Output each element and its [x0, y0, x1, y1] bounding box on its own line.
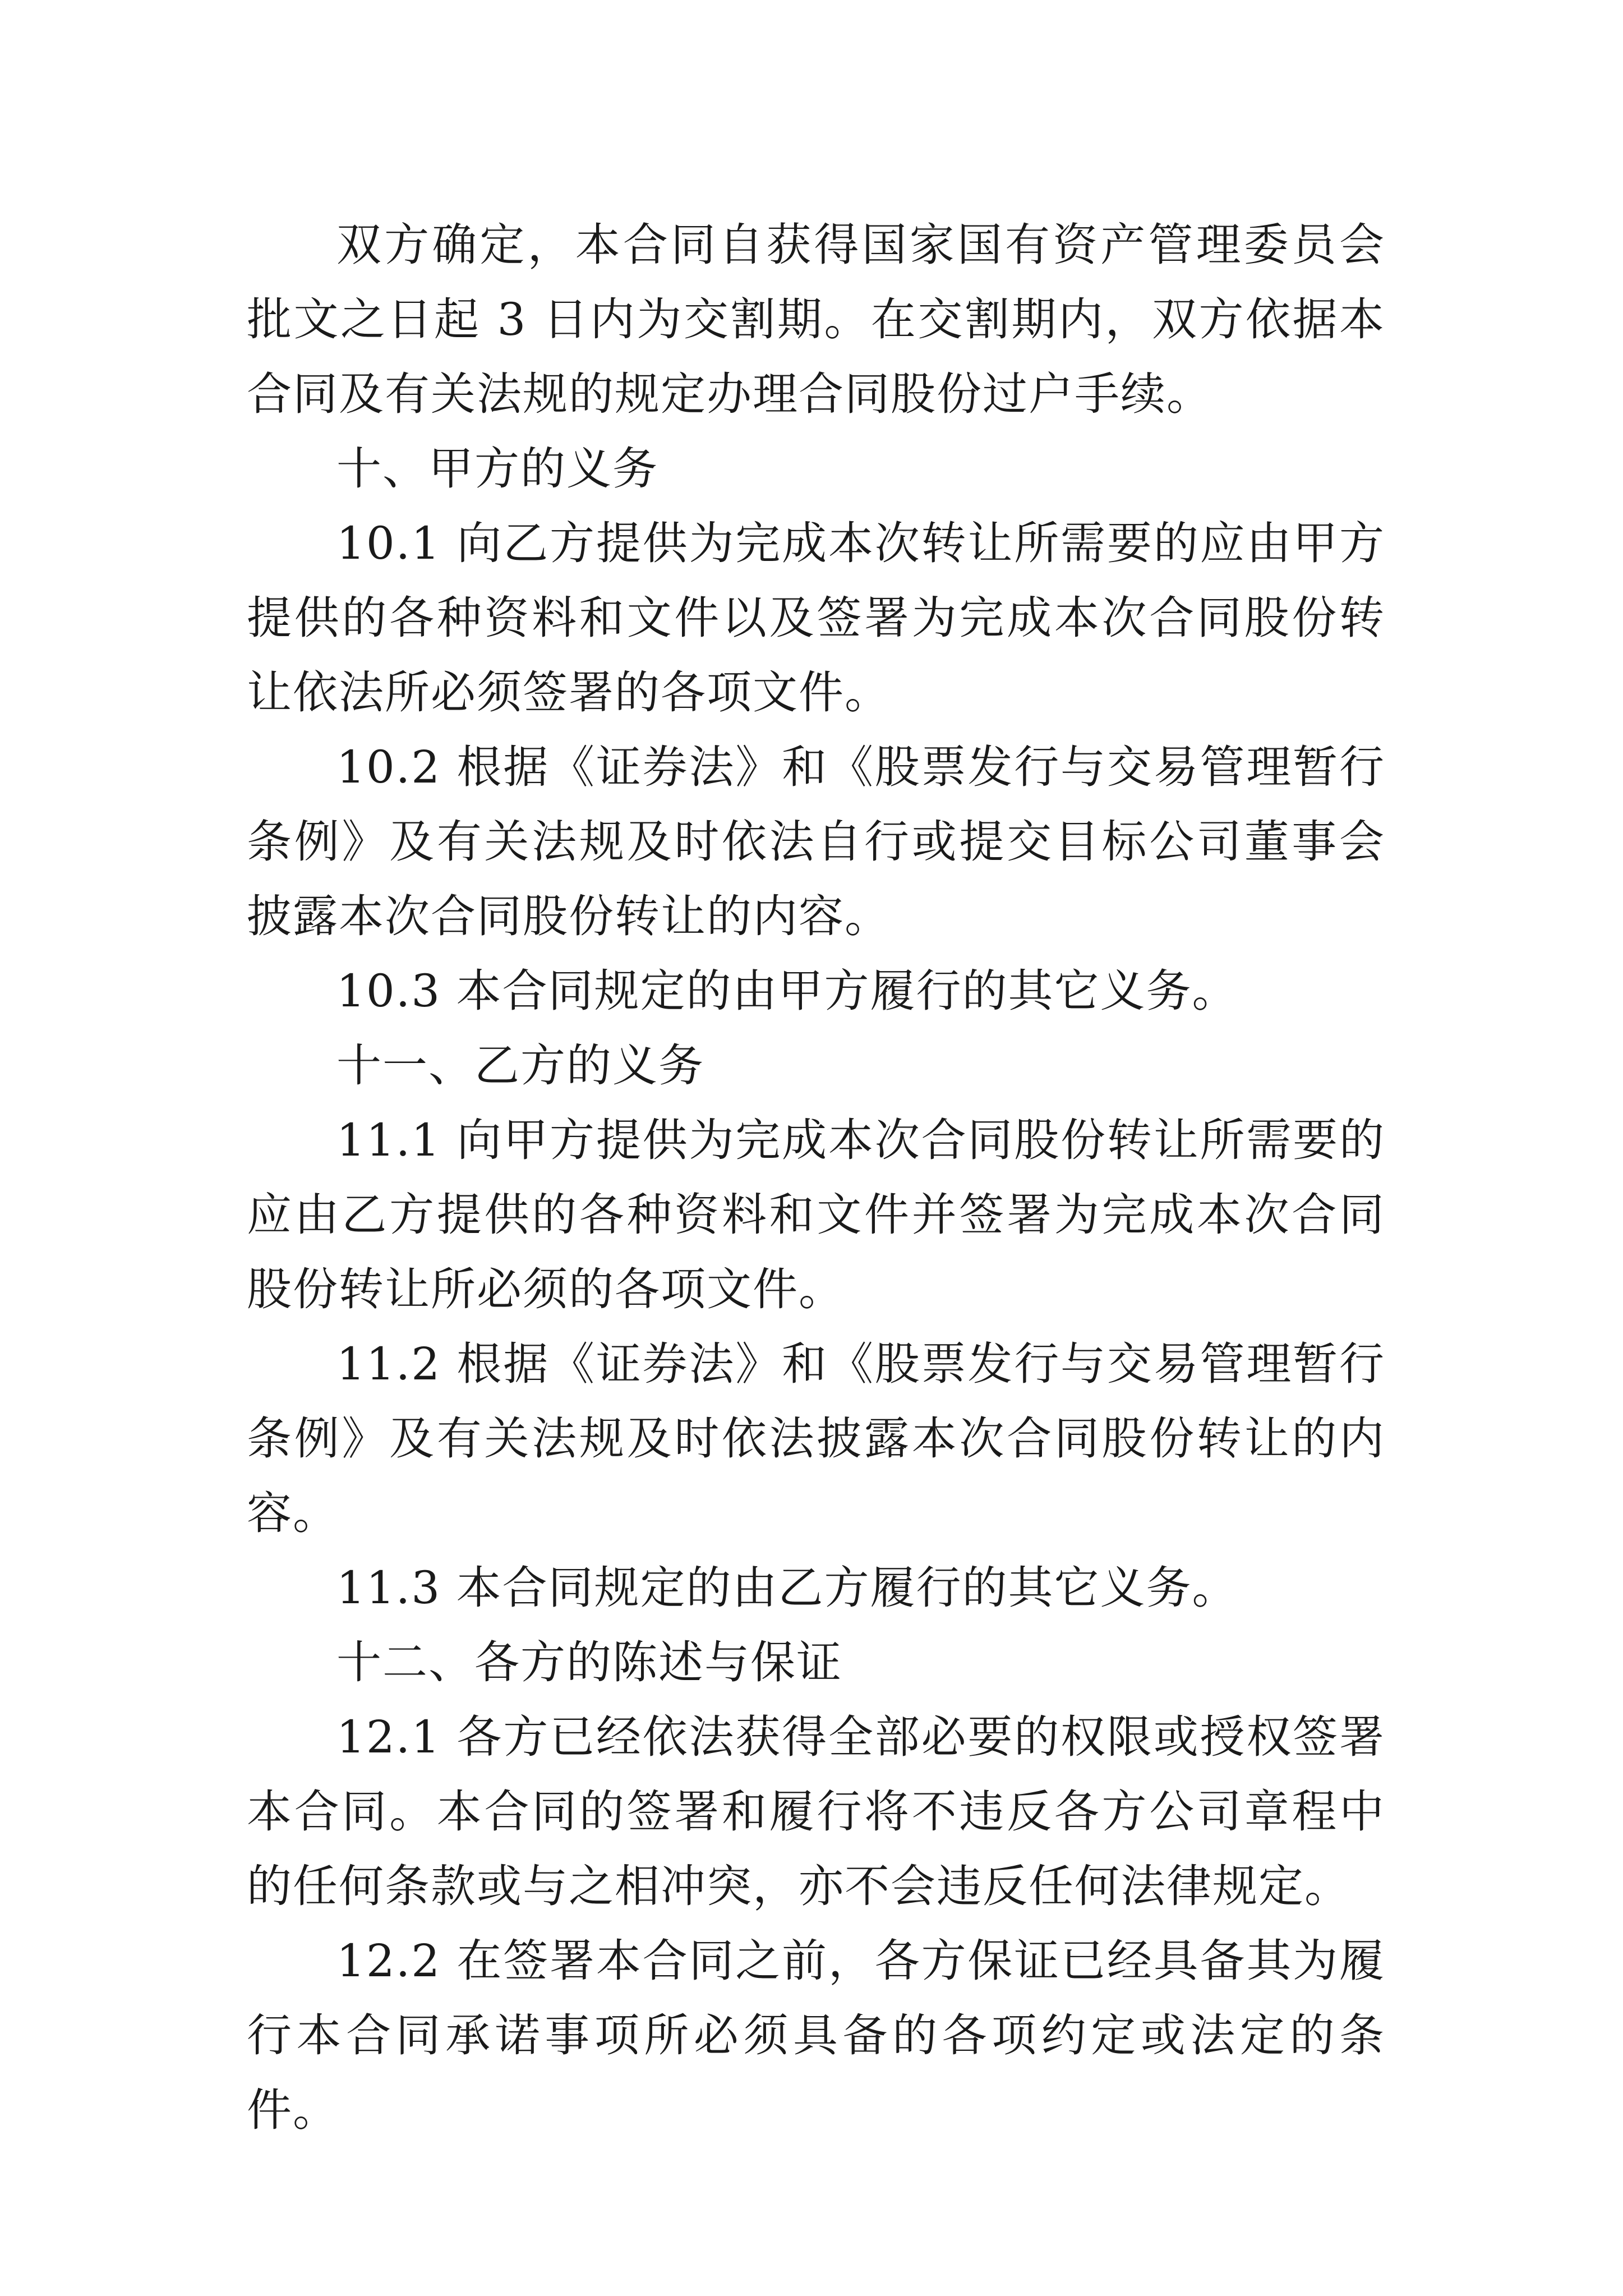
clause-11-2: 11.2 根据《证券法》和《股票发行与交易管理暂行条例》及有关法规及时依法披露本次合同股份转让的内容。 — [247, 1338, 1385, 1539]
clause-12-1: 12.1 各方已经依法获得全部必要的权限或授权签署本合同。本合同的签署和履行将不违反各方公司章程中的任何条款或与之相冲突，亦不会违反任何法律规定。 — [247, 1711, 1385, 1912]
clause-10-2: 10.2 根据《证券法》和《股票发行与交易管理暂行条例》及有关法规及时依法自行或提交目标公司董事会披露本次合同股份转让的内容。 — [247, 741, 1385, 942]
clause-11-3: 11.3 本合同规定的由乙方履行的其它义务。 — [336, 1562, 1238, 1614]
heading-party-b-obligations: 十一、乙方的义务 — [336, 1039, 704, 1092]
clause-11-1: 11.1 向甲方提供为完成本次合同股份转让所需要的应由乙方提供的各种资料和文件并签署为完成本次合同股份转让所必须的各项文件。 — [247, 1114, 1385, 1315]
document-body — [247, 208, 1385, 2147]
heading-party-a-obligations: 十、甲方的义务 — [336, 443, 658, 495]
clause-12-2: 12.2 在签署本合同之前，各方保证已经具备其为履行本合同承诺事项所必须具备的各项约定或法定的条件。 — [247, 1935, 1385, 2136]
clause-10-1: 10.1 向乙方提供为完成本次转让所需要的应由甲方提供的各种资料和文件以及签署为完成本次合同股份转让依法所必须签署的各项文件。 — [247, 517, 1385, 719]
clause-10-3: 10.3 本合同规定的由甲方履行的其它义务。 — [336, 965, 1238, 1017]
heading-representations-warranties: 十二、各方的陈述与保证 — [336, 1636, 842, 1688]
paragraph-delivery-period: 双方确定，本合同自获得国家国有资产管理委员会批文之日起 3 日内为交割期。在交割期内，双方依据本合同及有关法规的规定办理合同股份过户手续。 — [247, 219, 1385, 420]
